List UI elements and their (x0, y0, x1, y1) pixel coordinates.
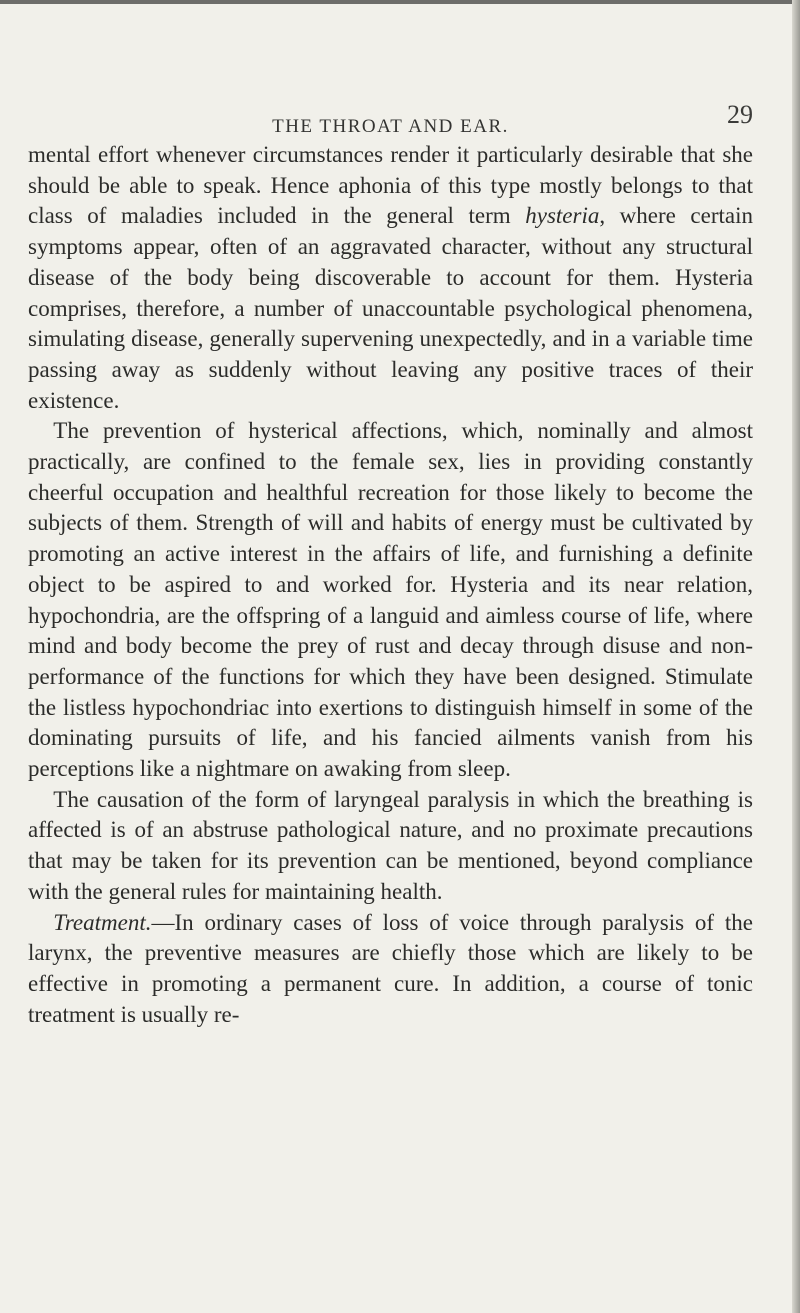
paragraph-text: —In ordinary cases of loss of voice through paralysis of the larynx, the preventive measures are chiefly those which are likely to be effective in promoting a permanent cure. In addition, a course of tonic treatment is usually re- (28, 909, 753, 1027)
paragraph-text: mental effort whenever circumstances render it particularly desirable that she should be able to speak. Hence aphonia of this type mostly belongs to that class of maladies included in the general term (28, 142, 753, 229)
paragraph-causation: The causation of the form of laryngeal paralysis in which the breathing is affected is of an abstruse pathological nature, and no proximate precautions that may be taken for its prevention can be mentioned, beyond compliance with the general rules for maintaining health. (28, 786, 753, 904)
body-text (28, 140, 753, 1030)
running-head (28, 100, 753, 142)
running-title: THE THROAT AND EAR. (272, 116, 509, 137)
section-heading-treatment: Treatment. (53, 909, 152, 935)
page-right-edge (792, 0, 800, 1313)
paragraph-treatment (28, 908, 753, 1031)
paragraph-prevention: The prevention of hysterical affections, which, nominally and almost practically, are confined to the female sex, lies in providing constantly cheerful occupation and healthful recreation for those likely to become the subjects of them. Strength of will and habits of energy must be cultivated by promoting an active interest in the affairs of life, and furnishing a definite object to be aspired to and worked for. Hysteria and its near relation, hypochondria, are the offspring of a languid and aimless course of life, where mind and body become the prey of rust and decay through disuse and non-performance of the functions for which they have been designed. Stimulate the listless hypochondriac into exertions to distinguish himself in some of the dominating pursuits of life, and his fancied ailments vanish from his perceptions like a nightmare on awaking from sleep. (28, 418, 753, 782)
paragraph-text: , where certain symptoms appear, often of an aggravated character, without any structural disease of the body being discoverable to account for them. Hysteria comprises, therefore, a number of unaccountable psychological phenomena, simulating disease, generally supervening unexpectedly, and in a variable time passing away as suddenly without leaving any positive traces of their existence. (28, 203, 753, 413)
page-number: 29 (727, 100, 753, 129)
paragraph-continuation (28, 140, 753, 416)
italic-term-hysteria: hysteria (525, 203, 600, 229)
book-page (28, 0, 780, 1313)
